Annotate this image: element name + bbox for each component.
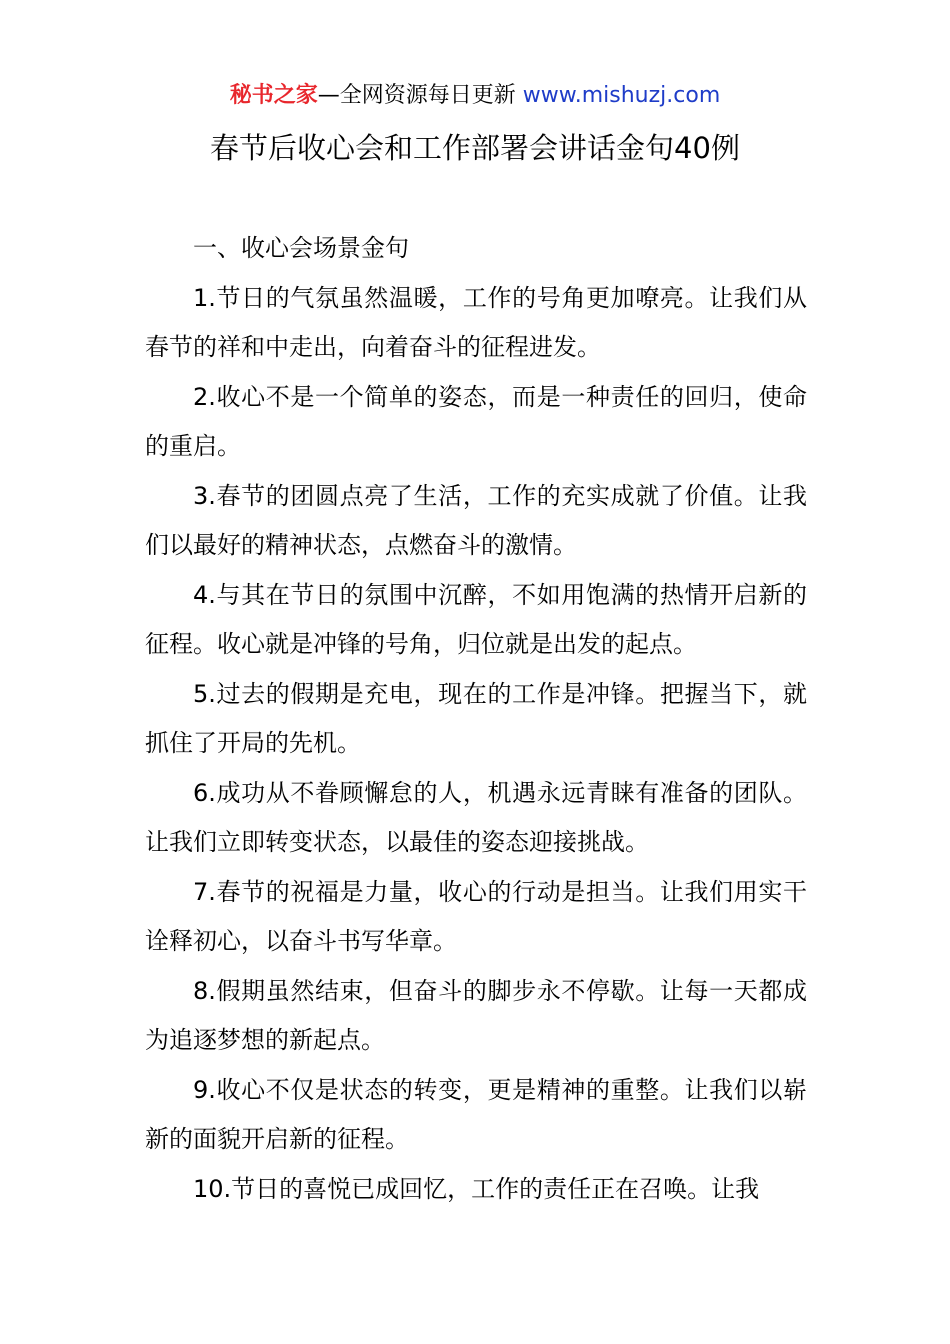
paragraph: 3.春节的团圆点亮了生活，工作的充实成就了价值。让我们以最好的精神状态，点燃奋斗的激情。 (145, 481, 807, 559)
paragraph: 2.收心不是一个简单的姿态，而是一种责任的回归，使命的重启。 (145, 382, 807, 460)
paragraph: 10.节日的喜悦已成回忆，工作的责任正在召唤。让我 (193, 1174, 760, 1203)
paragraph: 6.成功从不眷顾懈怠的人，机遇永远青睐有准备的团队。让我们立即转变状态，以最佳的姿态迎接挑战。 (145, 778, 807, 856)
paragraph: 1.节日的气氛虽然温暖，工作的号角更加嘹亮。让我们从春节的祥和中走出，向着奋斗的征程进发。 (145, 283, 807, 361)
paragraph: 9.收心不仅是状态的转变，更是精神的重整。让我们以崭新的面貌开启新的征程。 (145, 1075, 807, 1153)
document-title: 春节后收心会和工作部署会讲话金句40例 (210, 131, 740, 165)
section-heading: 一、收心会场景金句 (193, 234, 409, 262)
brand-name: 秘书之家 (229, 83, 318, 108)
paragraph: 5.过去的假期是充电，现在的工作是冲锋。把握当下，就抓住了开局的先机。 (145, 679, 807, 757)
paragraph: 7.春节的祝福是力量，收心的行动是担当。让我们用实干诠释初心，以奋斗书写华章。 (145, 877, 807, 955)
site-header (0, 80, 950, 112)
site-tagline: —全网资源每日更新 (317, 83, 516, 108)
paragraph: 4.与其在节日的氛围中沉醉，不如用饱满的热情开启新的征程。收心就是冲锋的号角，归位就是出发的起点。 (145, 580, 807, 658)
site-url-link[interactable]: www.mishuzj.com (522, 83, 721, 108)
document-body (145, 224, 807, 1214)
paragraph: 8.假期虽然结束，但奋斗的脚步永不停歇。让每一天都成为追逐梦想的新起点。 (145, 976, 807, 1054)
